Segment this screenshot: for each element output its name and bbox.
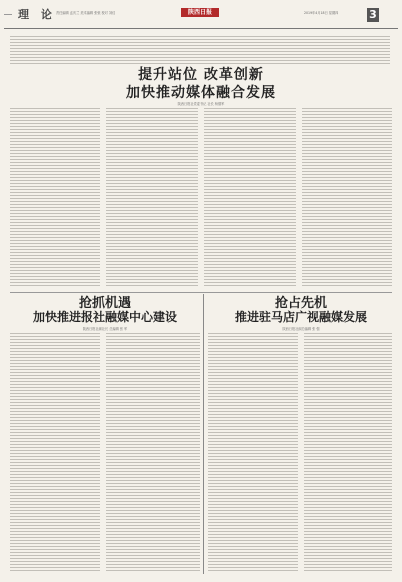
left-article-byline: 陕西日报社副社长 总编辑 张 军 xyxy=(82,327,128,331)
top-article-column-4 xyxy=(302,108,392,288)
top-article-column-1 xyxy=(10,108,100,288)
section-header xyxy=(0,0,402,32)
left-article-column-1 xyxy=(10,333,100,573)
right-article-column-2 xyxy=(304,333,392,573)
right-article-column-1 xyxy=(208,333,298,573)
top-article-column-3 xyxy=(204,108,296,288)
header-rule xyxy=(4,28,398,29)
top-article-title-line2: 加快推动媒体融合发展 xyxy=(126,85,276,101)
intro-text-block xyxy=(10,36,390,64)
left-article-column-2 xyxy=(106,333,200,573)
page-number: 3 xyxy=(367,8,379,22)
left-article-title-line2: 加快推进报社融媒中心建设 xyxy=(32,310,177,324)
right-article-byline: 陕西日报社副总编辑 张 强 xyxy=(282,327,320,331)
header-rule-left xyxy=(4,14,12,15)
editor-credits: 责任编辑 孟庆兰 美术编辑 张弛 校对 刘佳 xyxy=(56,11,116,15)
column-divider xyxy=(203,294,204,574)
top-article-column-2 xyxy=(106,108,198,288)
right-article-title-line2: 推进驻马店广视融媒发展 xyxy=(234,310,367,324)
top-article-byline: 陕西日报社党委书记 社长 杨德军 xyxy=(177,102,225,106)
masthead-logo: 陕西日报 xyxy=(181,8,219,17)
section-title: 理 论 xyxy=(18,8,56,21)
issue-date: 2019年4月18日 星期四 xyxy=(304,11,339,15)
right-article-title-line1: 抢占先机 xyxy=(274,296,327,311)
top-article-title-line1: 提升站位 改革创新 xyxy=(138,67,264,83)
left-article-title-line1: 抢抓机遇 xyxy=(78,296,131,311)
